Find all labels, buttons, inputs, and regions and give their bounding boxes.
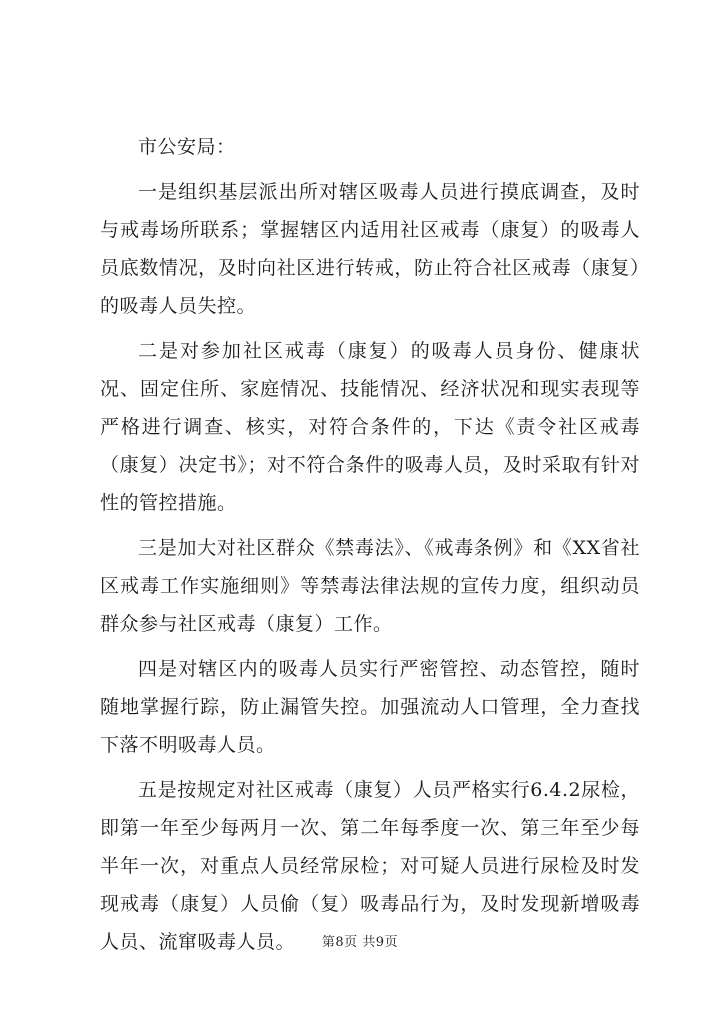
- paragraph-4: 四是对辖区内的吸毒人员实行严密管控、动态管控，随时随地掌握行踪，防止漏管失控。加强流动人口管理，全力查找下落不明吸毒人员。: [100, 658, 640, 756]
- addressee-paragraph: 市公安局：: [138, 136, 236, 158]
- page-number-footer: 第8页 共9页: [321, 935, 399, 950]
- paragraph-1: 一是组织基层派出所对辖区吸毒人员进行摸底调查，及时与戒毒场所联系；掌握辖区内适用社区戒毒（康复）的吸毒人员底数情况，及时向社区进行转戒，防止符合社区戒毒（康复）的吸毒人员失控。: [100, 181, 640, 317]
- paragraph-2: 二是对参加社区戒毒（康复）的吸毒人员身份、健康状况、固定住所、家庭情况、技能情况、经济状况和现实表现等严格进行调查、核实，对符合条件的，下达《责令社区戒毒（康复）决定书》；对不符合条件的吸毒人员，及时采取有针对性的管控措施。: [100, 340, 640, 514]
- paragraph-3: 三是加大对社区群众《禁毒法》、《戒毒条例》和《XX省社区戒毒工作实施细则》等禁毒法律法规的宣传力度，组织动员群众参与社区戒毒（康复）工作。: [100, 537, 640, 635]
- document-body: [100, 128, 640, 961]
- paragraph-5: 五是按规定对社区戒毒（康复）人员严格实行6.4.2尿检，即第一年至少每两月一次、第二年每季度一次、第三年至少每半年一次，对重点人员经常尿检；对可疑人员进行尿检及时发现戒毒（康复）人员偷（复）吸毒品行为，及时发现新增吸毒人员、流窜吸毒人员。: [100, 779, 640, 953]
